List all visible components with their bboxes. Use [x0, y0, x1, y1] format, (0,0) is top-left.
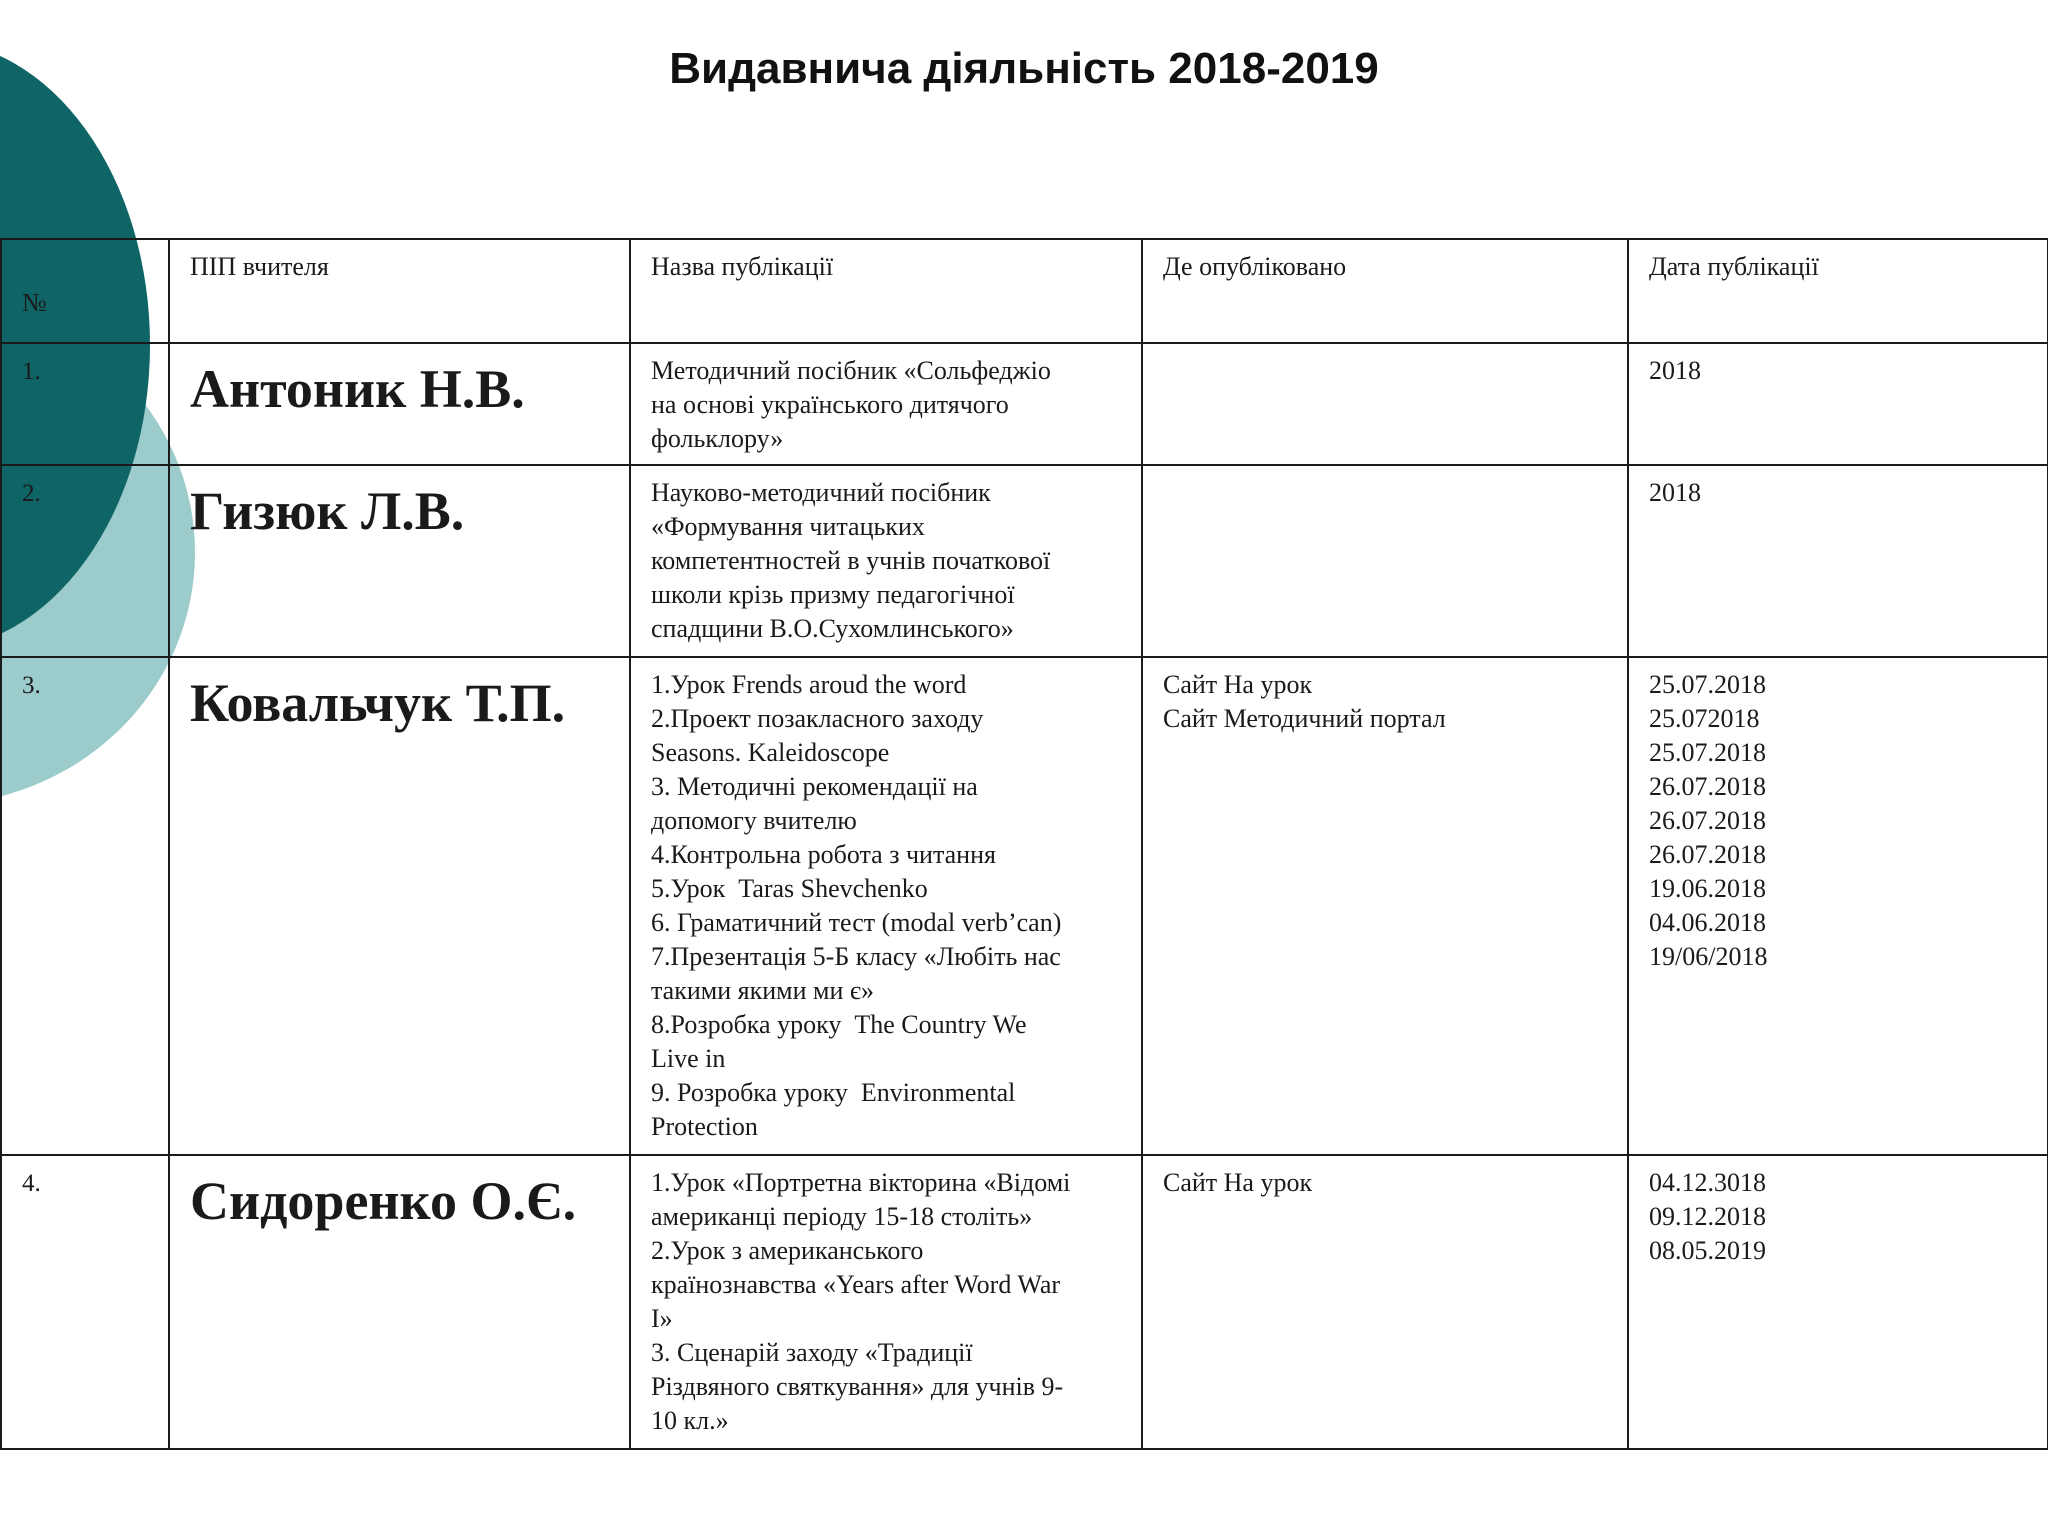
- table-row: [1, 1155, 2048, 1449]
- teacher-name: Сидоренко О.Є.: [190, 1171, 577, 1231]
- where-cell: [1142, 657, 1628, 1155]
- date-line: 25.072018: [1649, 704, 1760, 733]
- publication-line: 1.Урок «Портретна вікторина «Відомі: [651, 1168, 1071, 1197]
- publication-line: Seasons. Kaleidoscope: [651, 738, 890, 767]
- publication-line: Методичний посібник «Сольфеджіо: [651, 356, 1051, 385]
- where-cell: [1142, 1155, 1628, 1449]
- date-line: 19.06.2018: [1649, 874, 1766, 903]
- date-line: 25.07.2018: [1649, 670, 1766, 699]
- date-line: 04.06.2018: [1649, 908, 1766, 937]
- date-line: 09.12.2018: [1649, 1202, 1766, 1231]
- publication-cell: [630, 343, 1142, 465]
- row-number: [1, 465, 169, 657]
- publication-line: 7.Презентація 5-Б класу «Любіть нас: [651, 942, 1061, 971]
- where-line: Сайт На урок: [1163, 670, 1313, 699]
- teacher-cell: [169, 465, 630, 657]
- publication-line: 2.Проект позакласного заходу: [651, 704, 984, 733]
- publication-line: 6. Граматичний тест (modal verb’can): [651, 908, 1062, 937]
- publication-line: компетентностей в учнів початкової: [651, 546, 1051, 575]
- publication-cell: [630, 1155, 1142, 1449]
- table-row: [1, 657, 2048, 1155]
- publication-line: Науково-методичний посібник: [651, 478, 991, 507]
- date-cell: [1628, 657, 2048, 1155]
- publication-line: спадщини В.О.Сухомлинського»: [651, 614, 1014, 643]
- publication-line: американці періоду 15-18 століть»: [651, 1202, 1033, 1231]
- publication-line: 9. Розробка уроку Environmental: [651, 1078, 1016, 1107]
- publication-line: 4.Контрольна робота з читання: [651, 840, 996, 869]
- publication-line: 1.Урок Frends aroud the word: [651, 670, 967, 699]
- teacher-cell: [169, 343, 630, 465]
- date-line: 26.07.2018: [1649, 772, 1766, 801]
- publication-line: Різдвяного святкування» для учнів 9-: [651, 1372, 1064, 1401]
- header-num: №: [1, 239, 169, 343]
- date-line: 08.05.2019: [1649, 1236, 1766, 1265]
- row-number: [1, 657, 169, 1155]
- teacher-name: Ковальчук Т.П.: [190, 673, 566, 733]
- row-number: [1, 343, 169, 465]
- teacher-cell: [169, 657, 630, 1155]
- header-teacher: ПІП вчителя: [169, 239, 630, 343]
- publication-line: школи крізь призму педагогічної: [651, 580, 1015, 609]
- date-line: 26.07.2018: [1649, 840, 1766, 869]
- publication-line: 3. Методичні рекомендації на: [651, 772, 978, 801]
- teacher-name: Антоник Н.В.: [190, 359, 525, 419]
- date-line: 04.12.3018: [1649, 1168, 1766, 1197]
- publication-line: на основі українського дитячого: [651, 390, 1009, 419]
- header-publication: Назва публікації: [630, 239, 1142, 343]
- where-cell: [1142, 343, 1628, 465]
- date-line: 25.07.2018: [1649, 738, 1766, 767]
- publication-line: фольклору»: [651, 424, 784, 453]
- date-line: 2018: [1649, 356, 1701, 385]
- header-where: Де опубліковано: [1142, 239, 1628, 343]
- date-line: 2018: [1649, 478, 1701, 507]
- date-line: 26.07.2018: [1649, 806, 1766, 835]
- teacher-cell: [169, 1155, 630, 1449]
- table-row: [1, 343, 2048, 465]
- publications-table: [0, 238, 2048, 1450]
- publication-line: 8.Розробка уроку The Country We: [651, 1010, 1027, 1039]
- publication-line: Protection: [651, 1112, 758, 1141]
- row-number-text: 2.: [22, 480, 41, 507]
- date-cell: [1628, 343, 2048, 465]
- publication-line: країнознавства «Years after Word War: [651, 1270, 1061, 1299]
- where-line: Сайт На урок: [1163, 1168, 1313, 1197]
- publication-line: 5.Урок Taras Shevchenko: [651, 874, 928, 903]
- slide-title: Видавнича діяльність 2018-2019: [669, 44, 1379, 93]
- where-line: Сайт Методичний портал: [1163, 704, 1446, 733]
- publication-line: I»: [651, 1304, 673, 1333]
- publication-line: 3. Сценарій заходу «Традиції: [651, 1338, 973, 1367]
- publication-line: такими якими ми є»: [651, 976, 875, 1005]
- date-cell: [1628, 1155, 2048, 1449]
- publication-cell: [630, 657, 1142, 1155]
- row-number-text: 4.: [22, 1170, 41, 1197]
- publication-line: 10 кл.»: [651, 1406, 729, 1435]
- teacher-name: Гизюк Л.В.: [190, 481, 465, 541]
- header-date: Дата публікації: [1628, 239, 2048, 343]
- date-line: 19/06/2018: [1649, 942, 1768, 971]
- publication-line: 2.Урок з американського: [651, 1236, 924, 1265]
- row-number: [1, 1155, 169, 1449]
- row-number-text: 3.: [22, 672, 41, 699]
- table-row: [1, 465, 2048, 657]
- publication-line: Live in: [651, 1044, 726, 1073]
- where-cell: [1142, 465, 1628, 657]
- date-cell: [1628, 465, 2048, 657]
- publication-line: «Формування читацьких: [651, 512, 925, 541]
- publication-line: допомогу вчителю: [651, 806, 857, 835]
- table-header-row: [1, 239, 2048, 343]
- row-number-text: 1.: [22, 358, 41, 385]
- publication-cell: [630, 465, 1142, 657]
